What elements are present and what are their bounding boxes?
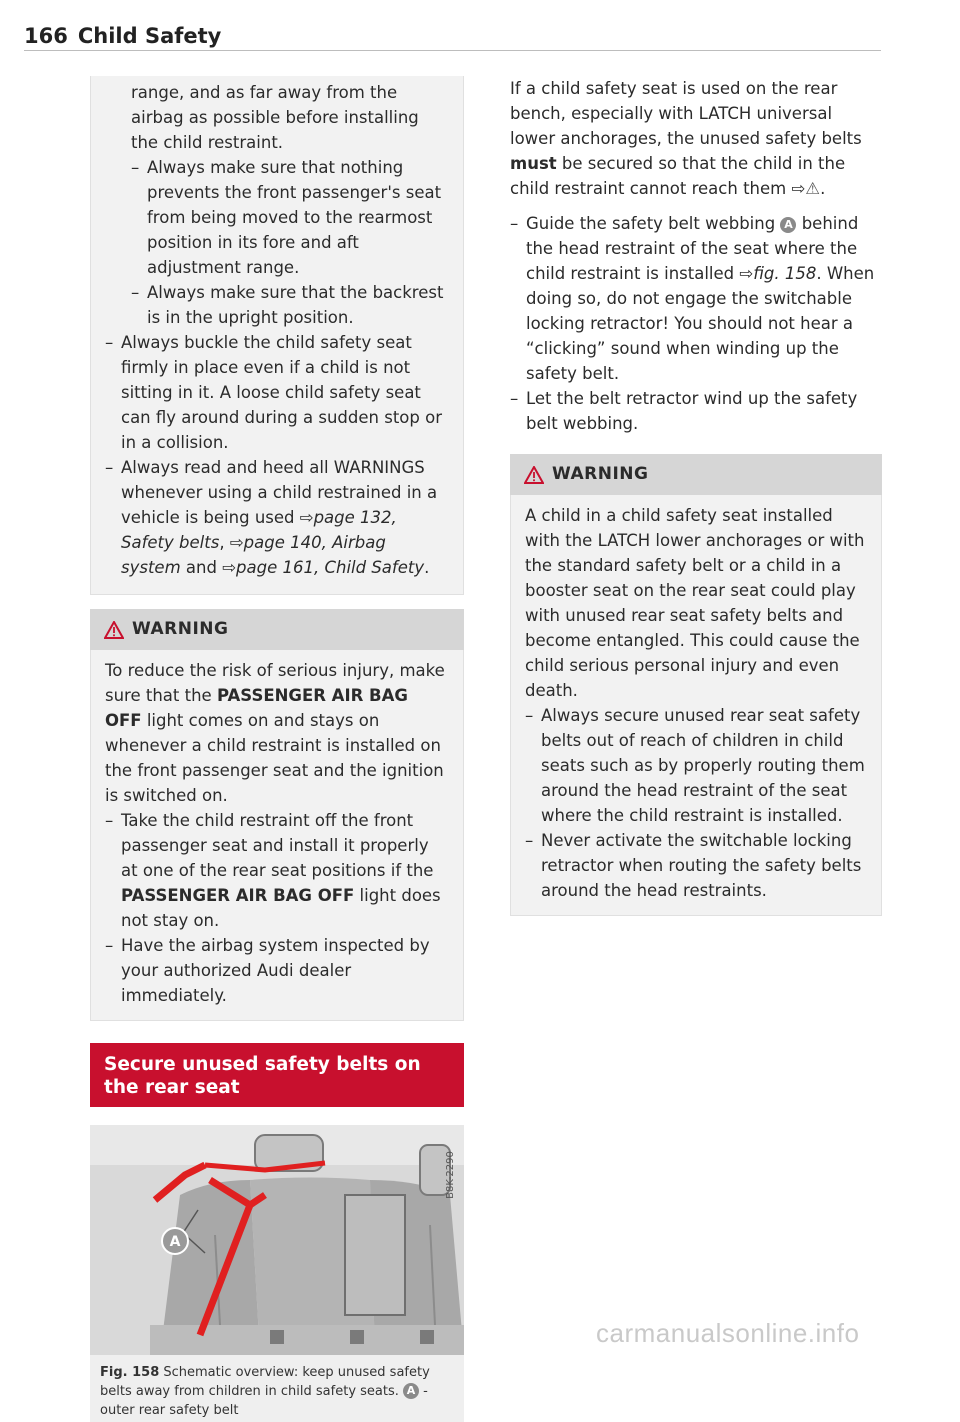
warning-bullet: – Always secure unused rear seat safety belts out of reach of children in child seats such as by properly routing them around the head restraint of the seat where the child restraint is installed.	[525, 703, 867, 828]
bullet-with-references: – Always read and heed all WARNINGS whenever using a child restrained in a vehicle is being used ⇨page 132, Safety belts, ⇨page 140, Airbag system and ⇨page 161, Child Safety.	[105, 455, 449, 580]
figure-reference-link[interactable]: fig. 158	[753, 264, 817, 283]
figure-marker-a: A	[169, 1234, 181, 1250]
warning-text: A child in a child safety seat installed with the LATCH lower anchorages or with the standard safety belt or a child in a booster seat on the rear seat could play with unused rear seat safety belts and become entangled. This could cause the child serious personal injury and even death.	[525, 506, 865, 700]
warning-header	[90, 609, 464, 650]
arrow-right-icon: ⇨	[739, 264, 754, 283]
chapter-title: Child Safety	[77, 24, 222, 48]
figure-158	[90, 1125, 464, 1422]
sub-bullet: – Always make sure that nothing prevents the front passenger's seat from being moved to the rearmost position in its fore and aft adjustment range.	[105, 155, 449, 280]
section-heading: Secure unused safety belts on the rear seat	[90, 1043, 464, 1107]
header-divider	[24, 50, 881, 51]
page-header	[24, 24, 221, 48]
page-reference-link[interactable]: page 132, Safety belts	[121, 508, 397, 552]
arrow-right-icon: ⇨	[299, 508, 314, 527]
warning-body	[90, 650, 464, 1021]
warning-triangle-icon	[104, 621, 124, 639]
bullet: – Always buckle the child safety seat firmly in place even if a child is not sitting in it. A loose child safety seat can fly around during a sudden stop or in a collision.	[105, 330, 449, 455]
intro-paragraph: If a child safety seat is used on the rear bench, especially with LATCH universal lower anchorages, the unused safety belts must be secured so that the child in the child restraint cannot reach them ⇨⚠.	[510, 79, 862, 198]
warning-triangle-icon	[524, 466, 544, 484]
warning-bullet: – Have the airbag system inspected by your authorized Audi dealer immediately.	[105, 933, 449, 1008]
marker-a-badge: A	[780, 217, 796, 233]
marker-a-badge: A	[403, 1383, 419, 1399]
site-watermark: carmanualsonline.info	[596, 1318, 860, 1348]
arrow-right-icon: ⇨	[222, 558, 237, 577]
warning-ref-icon[interactable]: ⚠	[805, 179, 821, 198]
warning-bullet: – Take the child restraint off the front passenger seat and install it properly at one of the rear seat positions if the PASSENGER AIR BAG OFF light does not stay on.	[105, 808, 449, 933]
warning-title: WARNING	[552, 464, 649, 484]
warning-header	[510, 454, 882, 495]
page-reference-link[interactable]: page 140, Airbag system	[121, 533, 386, 577]
page-reference-link[interactable]: page 161, Child Safety	[236, 558, 425, 577]
rear-seat-belt-illustration	[90, 1125, 464, 1355]
step-bullet: – Guide the safety belt webbing A behind the head restraint of the seat where the child restraint is installed ⇨fig. 158. When doing so, do not engage the switchable locking retractor! You should not hear a “clicking” sound when winding up the safety belt.	[510, 211, 882, 386]
continued-instructions-box	[90, 76, 464, 595]
warning-body	[510, 495, 882, 916]
step-bullet: – Let the belt retractor wind up the safety belt webbing.	[510, 386, 882, 436]
warning-text: To reduce the risk of serious injury, make sure that the PASSENGER AIR BAG OFF light comes on and stays on whenever a child restraint is installed on the front passenger seat and the ignition is switched on.	[105, 661, 445, 805]
sub-bullet: – Always make sure that the backrest is in the upright position.	[105, 280, 449, 330]
page-number: 166	[24, 24, 68, 48]
figure-code: B8K-2290	[445, 1151, 456, 1199]
arrow-right-icon: ⇨	[229, 533, 244, 552]
figure-caption: Fig. 158 Schematic overview: keep unused safety belts away from children in child safety seats. A - outer rear safety belt	[100, 1365, 430, 1418]
warning-title: WARNING	[132, 619, 229, 639]
left-column	[90, 76, 464, 1422]
arrow-right-icon: ⇨	[791, 179, 806, 198]
warning-bullet: – Never activate the switchable locking retractor when routing the safety belts around the head restraints.	[525, 828, 867, 903]
right-column	[510, 76, 882, 916]
continued-text: range, and as far away from the airbag as possible before installing the child restraint.	[131, 83, 419, 152]
